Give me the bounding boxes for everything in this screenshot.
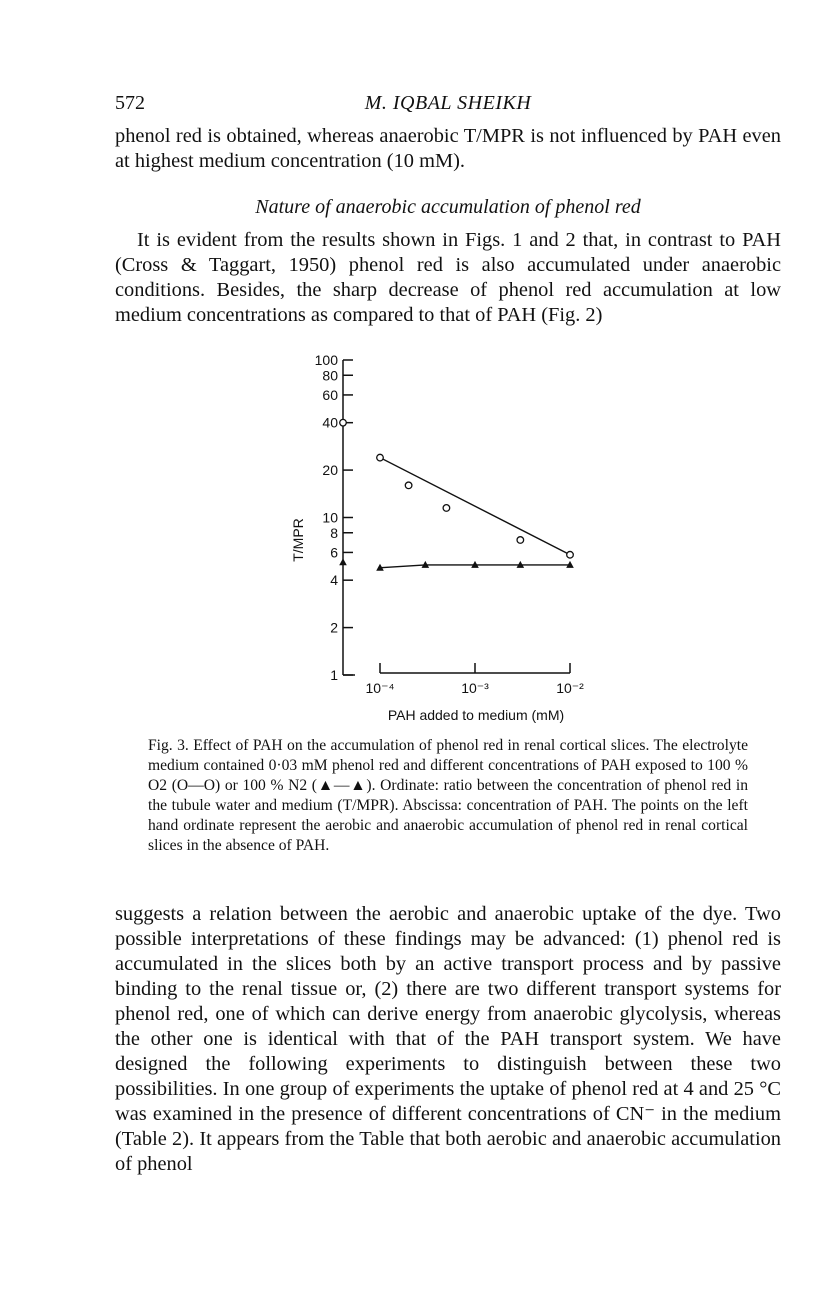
intro-paragraph: phenol red is obtained, whereas anaerobic T/MPR is not influenced by PAH even at highest medium concentration (10 mM). <box>115 125 781 172</box>
figure-caption: Fig. 3. Effect of PAH on the accumulation of phenol red in renal cortical slices. The electrolyte medium contained 0·03 mM phenol red and different concentrations of PAH exposed to 100 % O2 (O—O) or 100 % N2 (▲—▲). Ordinate: ratio between the concentration of phenol red in the tubule water and medium (T/MPR). Abscissa: concentration of PAH. The points on the left hand ordinate represent the aerobic and anaerobic accumulation of phenol red in renal cortical slices in the absence of PAH. <box>148 737 748 854</box>
chart-markers <box>339 419 574 570</box>
section-title: Nature of anaerobic accumulation of phenol red <box>255 196 641 218</box>
section-paragraph: It is evident from the results shown in Figs. 1 and 2 that, in contrast to PAH (Cross & Taggart, 1950) phenol red is also accumulated under anaerobic conditions. Besides, the sharp decrease of phenol red accumulation at low medium concentrations as compared to that of PAH (Fig. 2) <box>115 229 781 326</box>
data-point-o2 <box>567 551 574 558</box>
page-number: 572 <box>115 92 145 114</box>
data-point-o2 <box>377 454 384 461</box>
y-tick-label: 4 <box>330 572 338 589</box>
x-axis-title: PAH added to medium (mM) <box>387 707 565 723</box>
y-tick-label: 100 <box>314 352 338 368</box>
running-head: M. IQBAL SHEIKH <box>364 92 532 114</box>
figure-3 <box>270 345 630 734</box>
y-axis-title: T/MPR <box>290 518 306 562</box>
chart-axes <box>343 360 570 675</box>
data-point-o2 <box>517 537 524 544</box>
chart-ticks <box>315 352 585 696</box>
y-tick-label: 6 <box>330 544 338 561</box>
y-tick-label: 10 <box>322 509 338 526</box>
y-tick-label: 60 <box>322 386 338 403</box>
y-tick-label: 8 <box>330 524 338 541</box>
y-tick-label: 20 <box>322 462 338 479</box>
data-point-o2 <box>443 505 450 512</box>
control-point-n2 <box>339 558 347 565</box>
chart-series-lines <box>380 458 570 568</box>
x-tick-label: 10⁻⁴ <box>365 680 395 696</box>
body-paragraph: suggests a relation between the aerobic and anaerobic uptake of the dye. Two possible interpretations of these findings may be advanced: (1) phenol red is accumulated in the slices both by an active transport process and by passive binding to the renal tissue or, (2) there are two different transport systems for phenol red, one of which can derive energy from anaerobic glycolysis, whereas the other one is identical with that of the PAH transport system. We have designed the following experiments to distinguish between these two possibilities. In one group of experiments the uptake of phenol red at 4 and 25 °C was examined in the presence of different concentrations of CN⁻ in the medium (Table 2). It appears from the Table that both aerobic and anaerobic accumulation of phenol <box>115 903 781 1175</box>
control-point-o2 <box>340 419 347 426</box>
y-tick-label: 1 <box>330 667 338 683</box>
x-tick-label: 10⁻² <box>556 680 584 696</box>
y-tick-label: 80 <box>322 367 338 384</box>
page-header <box>115 92 781 122</box>
data-point-o2 <box>405 482 412 489</box>
figure-3-chart <box>270 345 630 730</box>
x-tick-label: 10⁻³ <box>461 680 489 696</box>
y-tick-label: 2 <box>330 619 338 636</box>
y-tick-label: 40 <box>322 414 338 431</box>
series-line-o2 <box>380 458 570 555</box>
